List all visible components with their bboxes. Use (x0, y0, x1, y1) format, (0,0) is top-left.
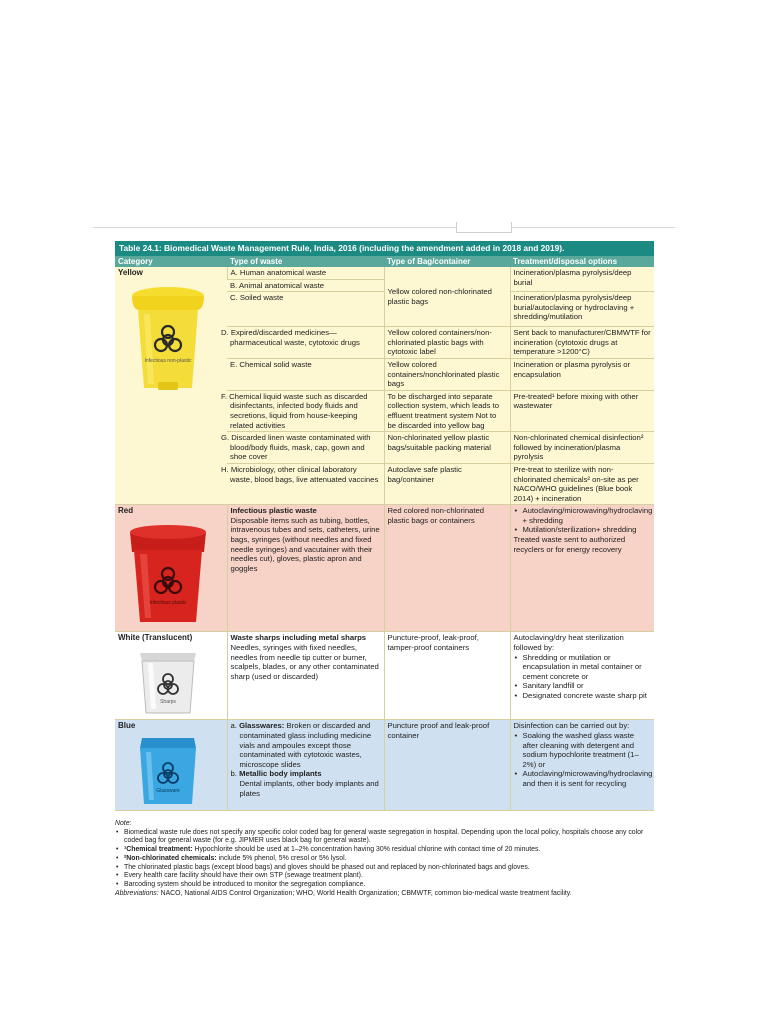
bmw-table (115, 256, 654, 811)
red-waste-title: Infectious plastic waste (230, 506, 317, 516)
white-treatment-item: • Sanitary landfill or (523, 681, 652, 691)
blue-waste-b-body: Dental implants, other body implants and plates (239, 779, 379, 798)
yellow-treat-c: Incineration/plasma pyrolysis/deep burial/autoclaving or hydroclaving + shredding/mutilation (510, 292, 654, 327)
yellow-waste-f: F. Chemical liquid waste such as discarded disinfectants, infected body fluids and secretions, liquid from house-keeping related activities (227, 390, 384, 431)
red-category-cell (115, 505, 227, 632)
blue-waste-b-title: Metallic body implants (239, 769, 322, 779)
white-treatment-cell (510, 632, 654, 720)
table-title: Table 24.1: Biomedical Waste Management Rule, India, 2016 (including the amendment added in 2018 and 2019). (115, 241, 654, 256)
white-category-cell (115, 632, 227, 720)
blue-bag: Puncture proof and leak-proof container (384, 720, 510, 810)
blue-treatment-cell (510, 720, 654, 810)
yellow-treat-d: Sent back to manufacturer/CBMWTF for incineration (cytotoxic drugs at temperature >1200°C) (510, 327, 654, 359)
table-row (115, 267, 654, 279)
header-treatment: Treatment/disposal options (510, 256, 654, 267)
note-chemical-treatment-text: Hypochlorite should be used at 1–2% concentration having 30% residual chlorine with contact time of 20 minutes. (192, 846, 541, 854)
yellow-waste-c: C. Soiled waste (227, 292, 384, 327)
abbreviations-text: NACO, National AIDS Control Organization; WHO, World Health Organization; CBMWTF, common bio-medical waste treatment facility. (158, 889, 572, 897)
table-header-row (115, 256, 654, 267)
yellow-treat-g: Non-chlorinated chemical disinfection² followed by incineration/plasma pyrolysis (510, 432, 654, 464)
blue-waste-cell (227, 720, 384, 810)
table-row (115, 632, 654, 720)
yellow-treat-e: Incineration or plasma pyrolysis or encapsulation (510, 358, 654, 390)
yellow-waste-h: H. Microbiology, other clinical laboratory waste, blood bags, live attenuated vaccines (227, 463, 384, 504)
category-blue: Blue (118, 721, 136, 731)
table-row (115, 720, 654, 810)
table-notes (115, 820, 660, 898)
category-white: White (Translucent) (118, 633, 193, 643)
blue-waste-a (231, 721, 381, 769)
red-bag: Red colored non-chlorinated plastic bags or containers (384, 505, 510, 632)
abbreviations-label: Abbreviations: (115, 889, 159, 897)
yellow-waste-b: B. Animal anatomical waste (227, 279, 384, 292)
white-bag: Puncture-proof, leak-proof, tamper-proof containers (384, 632, 510, 720)
blue-treatment-intro: Disinfection can be carried out by: (513, 721, 630, 731)
header-category: Category (115, 256, 227, 267)
yellow-treat-f: Pre-treated¹ before mixing with other wastewater (510, 390, 654, 431)
blue-waste-b (231, 769, 381, 798)
blue-waste-a-body: Broken or discarded and contaminated glass including medicine vials and ampoules except those contaminated with cytotoxic wastes, microscope slides (239, 721, 372, 769)
table-row (115, 505, 654, 632)
page-tab-mark (456, 222, 512, 233)
page-top-rule (93, 227, 675, 228)
blue-bin-icon (118, 734, 224, 809)
red-treatment-item: • Mutilation/sterilization+ shredding (523, 525, 652, 535)
notes-heading: Note: (115, 820, 132, 827)
yellow-bag-g: Non-chlorinated yellow plastic bags/suitable packing material (384, 432, 510, 464)
note-item (124, 855, 660, 864)
white-bin-label: Sharps (160, 699, 176, 706)
note-item: • Barcoding system should be introduced to monitor the segregation compliance. (124, 881, 660, 890)
abbreviations (115, 890, 660, 899)
yellow-bin-icon (118, 284, 224, 399)
blue-category-cell (115, 720, 227, 810)
red-waste-body: Disposable items such as tubing, bottles, intravenous tubes and sets, catheters, urine bags, syringes (without needles and fixed needle syringes) and vacutainer with their needles cut), gloves, plastic apron and goggles (230, 515, 380, 573)
header-waste-type: Type of waste (227, 256, 384, 267)
header-bag-type: Type of Bag/container (384, 256, 510, 267)
red-waste-cell (227, 505, 384, 632)
yellow-bag-d: Yellow colored containers/non-chlorinated plastic bags with cytotoxic label (384, 327, 510, 359)
note-item: • The chlorinated plastic bags (except blood bags) and gloves should be phased out and replaced by non-chlorinated bags and gloves. (124, 864, 660, 873)
white-treatment-item: • Shredding or mutilation or encapsulation in metal container or cement concrete or (523, 653, 652, 682)
white-waste-cell (227, 632, 384, 720)
note-item: • Every health care facility should have their own STP (sewage treatment plant). (124, 872, 660, 881)
note-item: • Biomedical waste rule does not specify any specific color coded bag for general waste segregation in hospital. Depending upon the local policy, hospitals choose any color coded bag for general waste (for e.g. JIPMER uses black bag for general waste). (124, 829, 660, 846)
yellow-bag-e: Yellow colored containers/nonchlorinated plastic bags (384, 358, 510, 390)
white-bin-icon (118, 647, 224, 718)
white-waste-body: Needles, syringes with fixed needles, needles from needle tip cutter or burner, scalpels, blades, or any other contaminated sharp (used or discarded) (230, 643, 379, 681)
blue-waste-a-prefix: a. (230, 721, 237, 731)
red-treatment-item: • Autoclaving/microwaving/hydroclaving + shredding (523, 506, 652, 525)
blue-bin-label: Glassware (156, 788, 180, 795)
white-waste-title: Waste sharps including metal sharps (230, 633, 367, 643)
note-non-chlorinated-label: ²Non-chlorinated chemicals: (124, 854, 217, 862)
yellow-bag-h: Autoclave safe plastic bag/container (384, 463, 510, 504)
yellow-waste-a: A. Human anatomical waste (227, 267, 384, 279)
white-treatment-item: • Designated concrete waste sharp pit (523, 691, 652, 701)
bmw-table-block (115, 241, 654, 811)
category-red: Red (118, 506, 134, 516)
red-bin-label: Infectious plastic (149, 599, 187, 606)
red-bin-icon (118, 522, 224, 631)
note-chemical-treatment-label: ¹Chemical treatment: (124, 846, 193, 854)
note-non-chlorinated-text: include 5% phenol, 5% cresol or 5% lysol. (216, 854, 347, 862)
red-treatment-after: Treated waste sent to authorized recyclers or for energy recovery (513, 535, 626, 554)
blue-waste-b-prefix: b. (230, 769, 237, 779)
blue-treatment-item: • Soaking the washed glass waste after cleaning with detergent and sodium hypochlorite treatment (1–2%) or (523, 731, 652, 769)
yellow-waste-d: D. Expired/discarded medicines—pharmaceutical waste, cytotoxic drugs (227, 327, 384, 359)
blue-waste-a-title: Glasswares: (239, 721, 285, 731)
blue-treatment-item: • Autoclaving/microwaving/hydroclaving and then it is sent for recycling (523, 769, 652, 788)
yellow-bag-abc: Yellow colored non-chlorinated plastic bags (384, 267, 510, 327)
category-yellow: Yellow (118, 268, 143, 277)
yellow-bag-f: To be discharged into separate collection system, which leads to effluent treatment system Not to be discarded into yellow bag (384, 390, 510, 431)
yellow-waste-e: E. Chemical solid waste (227, 358, 384, 390)
yellow-waste-g: G. Discarded linen waste contaminated with blood/body fluids, mask, cap, gown and shoe cover (227, 432, 384, 464)
yellow-treat-h: Pre-treat to sterilize with non-chlorinated chemicals² on-site as per NACO/WHO guidelines (Blue book 2014) + incineration (510, 463, 654, 504)
red-treatment-cell (510, 505, 654, 632)
yellow-category-cell (115, 267, 227, 505)
yellow-bin-label: Infectious non-plastic (144, 357, 192, 364)
white-treatment-intro: Autoclaving/dry heat sterilization followed by: (513, 633, 624, 653)
yellow-treat-ab: Incineration/plasma pyrolysis/deep burial (510, 267, 654, 292)
note-item (124, 846, 660, 855)
